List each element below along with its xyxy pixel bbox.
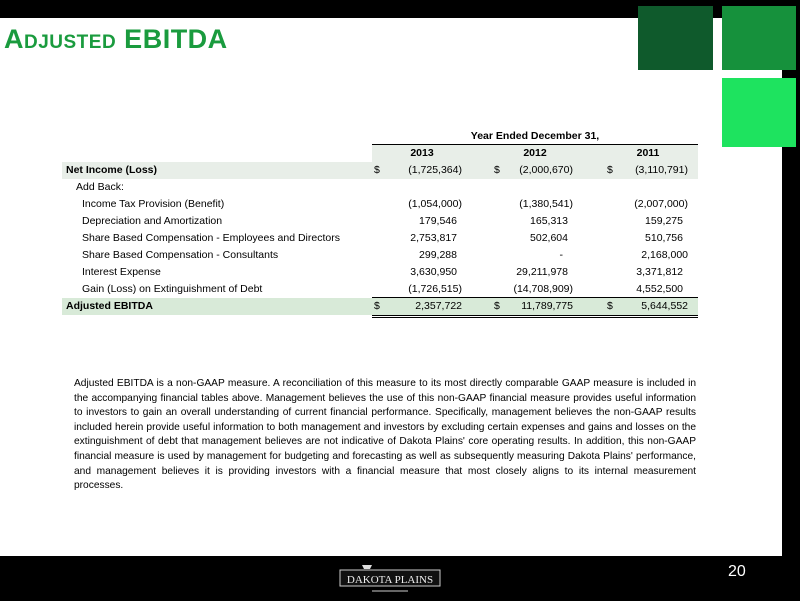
table-cell: 4,552,500 — [636, 283, 683, 295]
table-cell: 502,604 — [530, 232, 568, 244]
row-label: Share Based Compensation - Employees and Directors — [82, 232, 340, 244]
table-cell: 3,371,812 — [636, 266, 683, 278]
table-cell: 3,630,950 — [410, 266, 457, 278]
table-cell: (1,725,364) — [408, 164, 462, 176]
table-cell: (2,000,670) — [519, 164, 573, 176]
row-label: Depreciation and Amortization — [82, 215, 223, 227]
decor-square-mid — [722, 6, 796, 70]
decor-square-light — [722, 78, 796, 147]
row-label: Net Income (Loss) — [66, 164, 158, 176]
year-header: 2012 — [523, 147, 547, 159]
total-underline — [372, 315, 698, 316]
page-title: Adjusted EBITDA — [4, 24, 228, 54]
row-label: Add Back: — [76, 181, 124, 193]
table-year-row — [372, 145, 698, 162]
row-label: Share Based Compensation - Consultants — [82, 249, 279, 261]
logo-text: DAKOTA PLAINS — [346, 574, 434, 586]
table-row — [62, 162, 698, 179]
row-label: Interest Expense — [82, 266, 161, 278]
table-cell: 510,756 — [645, 232, 683, 244]
table-cell: 11,789,775 — [521, 300, 573, 312]
table-group-header: Year Ended December 31, — [470, 130, 600, 142]
table-row — [62, 179, 698, 196]
company-logo — [332, 562, 448, 596]
table-cell: 159,275 — [645, 215, 683, 227]
table-row — [62, 264, 698, 281]
table-cell: (1,726,515) — [408, 283, 462, 295]
dollar-sign: $ — [607, 164, 613, 176]
table-cell: 299,288 — [419, 249, 457, 261]
row-label: Adjusted EBITDA — [66, 300, 153, 312]
table-row — [62, 281, 698, 298]
logo-graphic — [332, 562, 448, 596]
table-cell: 179,546 — [419, 215, 457, 227]
table-row — [62, 213, 698, 230]
table-cell: 2,753,817 — [410, 232, 457, 244]
table-cell: - — [559, 249, 563, 261]
table-group-header-row — [62, 128, 698, 145]
table-cell: (14,708,909) — [513, 283, 573, 295]
table-row — [62, 247, 698, 264]
dollar-sign: $ — [374, 164, 380, 176]
table-cell: (2,007,000) — [634, 198, 688, 210]
table-cell: 29,211,978 — [516, 266, 568, 278]
dollar-sign: $ — [607, 300, 613, 312]
dollar-sign: $ — [494, 164, 500, 176]
table-cell: (3,110,791) — [635, 164, 688, 176]
dollar-sign: $ — [494, 300, 500, 312]
table-cell: 5,644,552 — [641, 300, 688, 312]
table-cell: 2,357,722 — [415, 300, 462, 312]
table-cell: 165,313 — [530, 215, 568, 227]
year-header: 2011 — [636, 147, 660, 159]
row-label: Income Tax Provision (Benefit) — [82, 198, 225, 210]
table-row — [62, 196, 698, 213]
dollar-sign: $ — [374, 300, 380, 312]
table-cell: (1,380,541) — [519, 198, 573, 210]
page-number: 20 — [728, 563, 746, 580]
table-row — [62, 230, 698, 247]
row-label: Gain (Loss) on Extinguishment of Debt — [82, 283, 263, 295]
table-cell: (1,054,000) — [408, 198, 462, 210]
table-cell: 2,168,000 — [641, 249, 688, 261]
train-icon — [362, 565, 372, 569]
decor-square-dark — [638, 6, 713, 70]
description-paragraph: Adjusted EBITDA is a non-GAAP measure. A reconciliation of this measure to its most directly comparable GAAP measure is included in the accompanying financial tables above. Management believes the use of this non-GAAP financial measure provides useful information to investors to gain an overall understanding of current financial performance. Specifically, management believes the non-GAAP results included herein provide useful information to both management and investors by excluding certain expenses and gains and losses on the extinguishment of debt that management believes are not indicative of Dakota Plains' core operating results. In addition, this non-GAAP financial measure is used by management for budgeting and forecasting as well as subsequently measuring Dakota Plains' performance, and management believes it is providing investors with a financial measure that most closely aligns to its internal measurement processes. — [74, 378, 696, 492]
year-header: 2013 — [410, 147, 434, 159]
total-double-underline — [372, 317, 698, 318]
table-row-total — [62, 298, 698, 315]
